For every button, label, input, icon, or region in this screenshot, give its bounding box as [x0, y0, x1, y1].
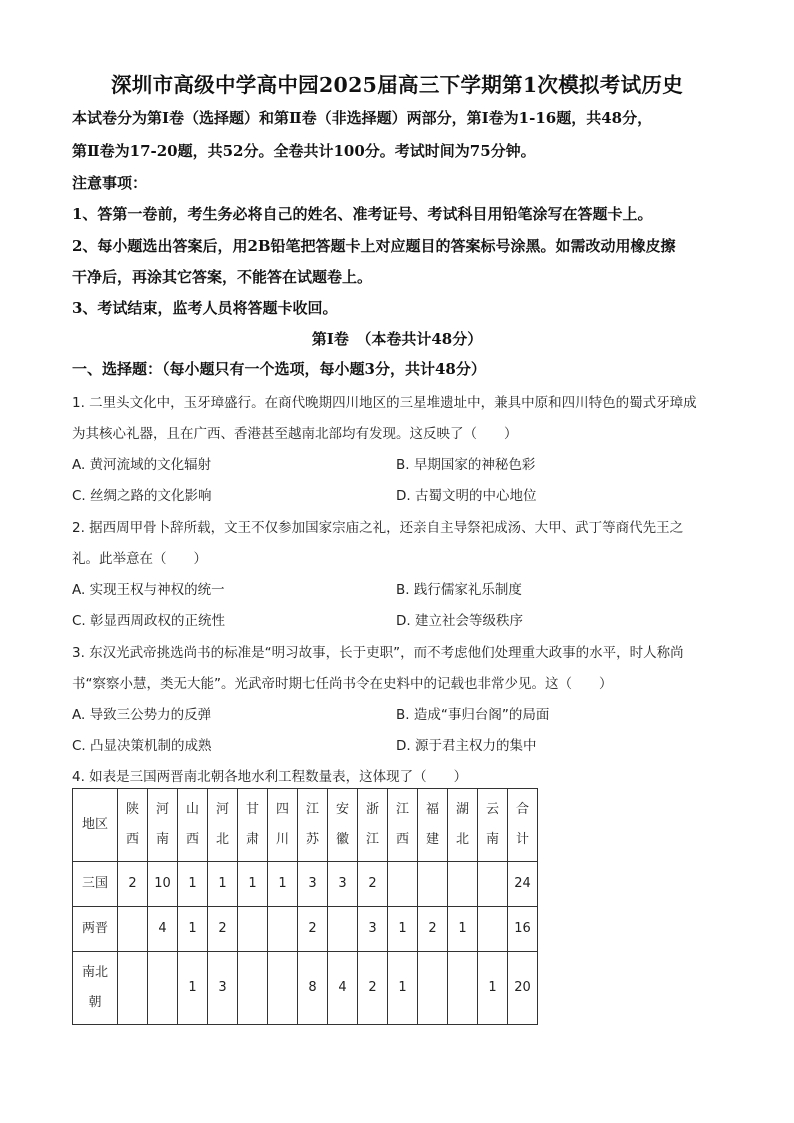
table-cell: [238, 952, 268, 1025]
table-header-province: 浙江: [358, 789, 388, 862]
table-row-label: 南北朝: [73, 952, 118, 1025]
question-2-line-2: 礼。此举意在（ ）: [72, 551, 207, 567]
table-cell: 1: [388, 952, 418, 1025]
question-1-option-b: B. 早期国家的神秘色彩: [396, 457, 536, 473]
question-3-option-c: C. 凸显决策机制的成熟: [72, 738, 212, 754]
section-title: 第Ⅰ卷 （本卷共计48分）: [311, 330, 483, 348]
table-cell-total: 16: [508, 907, 538, 952]
table-header-province: 四川: [268, 789, 298, 862]
question-3-option-b: B. 造成“事归台阁”的局面: [396, 707, 550, 723]
table-cell: 2: [418, 907, 448, 952]
table-cell: 1: [268, 862, 298, 907]
table-header-province: 湖北: [448, 789, 478, 862]
table-header-province: 河南: [148, 789, 178, 862]
table-header-total: 合计: [508, 789, 538, 862]
page-title: 深圳市高级中学高中园2025届高三下学期第1次模拟考试历史: [110, 73, 684, 97]
table-cell: [148, 952, 178, 1025]
question-3-option-d: D. 源于君主权力的集中: [396, 738, 537, 754]
question-1-option-d: D. 古蜀文明的中心地位: [396, 488, 537, 504]
question-1-option-c: C. 丝绸之路的文化影响: [72, 488, 212, 504]
note-item-1: 1、答第一卷前，考生务必将自己的姓名、准考证号、考试科目用铅笔涂写在答题卡上。: [72, 205, 653, 223]
table-cell: [448, 952, 478, 1025]
table-cell: 1: [178, 862, 208, 907]
table-row: [73, 952, 538, 1025]
table-cell: 2: [358, 862, 388, 907]
table-cell: 4: [328, 952, 358, 1025]
question-3-line-2: 书“察察小慧，类无大能”。光武帝时期七任尚书令在史料中的记载也非常少见。这（ ）: [72, 676, 613, 692]
question-1-option-a: A. 黄河流域的文化辐射: [72, 457, 212, 473]
question-4-line-1: 4. 如表是三国两晋南北朝各地水利工程数量表，这体现了（ ）: [72, 769, 468, 785]
table-cell: 1: [178, 952, 208, 1025]
question-2-option-a: A. 实现王权与神权的统一: [72, 582, 225, 598]
table-cell-total: 24: [508, 862, 538, 907]
intro-line-1: 本试卷分为第Ⅰ卷（选择题）和第Ⅱ卷（非选择题）两部分，第Ⅰ卷为1-16题，共48分，: [72, 109, 653, 127]
table-cell: 2: [358, 952, 388, 1025]
table-header-province: 陕西: [118, 789, 148, 862]
table-cell: [268, 952, 298, 1025]
question-1-line-2: 为其核心礼器，且在广西、香港甚至越南北部均有发现。这反映了（ ）: [72, 426, 518, 442]
table-cell: [388, 862, 418, 907]
table-header-province: 江西: [388, 789, 418, 862]
table-header-province: 甘肃: [238, 789, 268, 862]
table-cell: 1: [208, 862, 238, 907]
table-cell: 2: [118, 862, 148, 907]
table-row: [73, 862, 538, 907]
table-cell: 10: [148, 862, 178, 907]
table-header-row: [73, 789, 538, 862]
table-cell: [478, 907, 508, 952]
table-cell: 4: [148, 907, 178, 952]
table-row: [73, 907, 538, 952]
section-heading: 一、选择题：（每小题只有一个选项，每小题3分，共计48分）: [72, 360, 486, 378]
note-item-2-cont: 干净后，再涂其它答案，不能答在试题卷上。: [72, 268, 373, 286]
question-2-line-1: 2. 据西周甲骨卜辞所载，文王不仅参加国家宗庙之礼，还亲自主导祭祀成汤、大甲、武丁等商代先王之: [72, 520, 684, 536]
note-item-3: 3、考试结束，监考人员将答题卡收回。: [72, 299, 338, 317]
question-3-option-a: A. 导致三公势力的反弹: [72, 707, 212, 723]
table-cell: [118, 952, 148, 1025]
table-cell: [268, 907, 298, 952]
table-cell: [448, 862, 478, 907]
question-2-option-d: D. 建立社会等级秩序: [396, 613, 523, 629]
table-cell: 1: [238, 862, 268, 907]
table-header-province: 河北: [208, 789, 238, 862]
table-cell: 8: [298, 952, 328, 1025]
table-header-region: 地区: [73, 789, 118, 862]
table-cell-total: 20: [508, 952, 538, 1025]
table-header-province: 江苏: [298, 789, 328, 862]
table-cell: [238, 907, 268, 952]
table-cell: [418, 952, 448, 1025]
table-cell: [118, 907, 148, 952]
note-item-2: 2、每小题选出答案后，用2B铅笔把答题卡上对应题目的答案标号涂黑。如需改动用橡皮擦: [72, 237, 676, 255]
table-cell: 2: [208, 907, 238, 952]
table-cell: 3: [358, 907, 388, 952]
question-1-line-1: 1. 二里头文化中，玉牙璋盛行。在商代晚期四川地区的三星堆遗址中，兼具中原和四川特色的蜀式牙璋成: [72, 395, 697, 411]
table-row-label: 三国: [73, 862, 118, 907]
table-cell: [478, 862, 508, 907]
table-cell: 2: [298, 907, 328, 952]
table-cell: 3: [298, 862, 328, 907]
table-header-province: 安徽: [328, 789, 358, 862]
table-header-province: 山西: [178, 789, 208, 862]
table-cell: [328, 907, 358, 952]
table-header-province: 福建: [418, 789, 448, 862]
table-header-province: 云南: [478, 789, 508, 862]
notes-heading: 注意事项：: [72, 174, 148, 192]
table-cell: 3: [208, 952, 238, 1025]
water-projects-table: [72, 788, 538, 1025]
table-cell: 1: [448, 907, 478, 952]
table-row-label: 两晋: [73, 907, 118, 952]
question-3-line-1: 3. 东汉光武帝挑选尚书的标准是“明习故事，长于吏职”，而不考虑他们处理重大政事的水平，时人称尚: [72, 645, 684, 661]
table-cell: 1: [478, 952, 508, 1025]
table-cell: 1: [178, 907, 208, 952]
table-cell: 1: [388, 907, 418, 952]
question-2-option-b: B. 践行儒家礼乐制度: [396, 582, 522, 598]
table-cell: 3: [328, 862, 358, 907]
intro-line-2: 第Ⅱ卷为17-20题，共52分。全卷共计100分。考试时间为75分钟。: [72, 142, 536, 160]
question-2-option-c: C. 彰显西周政权的正统性: [72, 613, 226, 629]
table-cell: [418, 862, 448, 907]
